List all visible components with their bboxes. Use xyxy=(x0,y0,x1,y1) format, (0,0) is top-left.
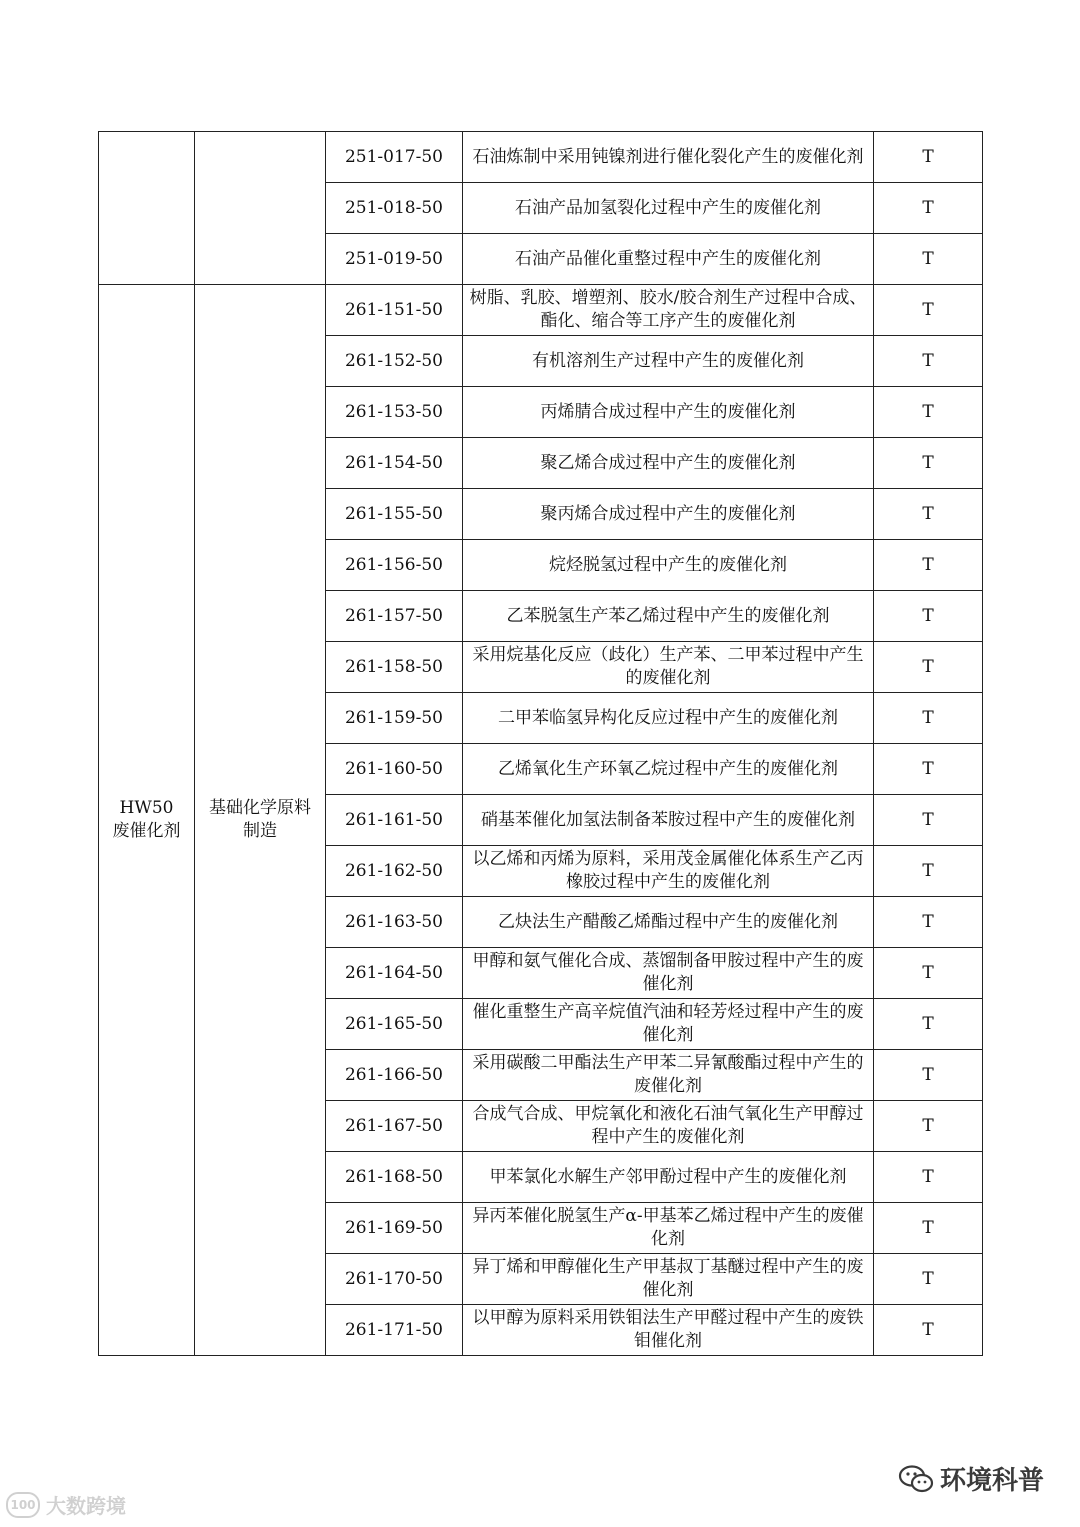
waste-category-cell: HW50 废催化剂 xyxy=(99,285,195,1356)
waste-category-cell xyxy=(99,132,195,285)
waste-code-cell: 261-155-50 xyxy=(326,489,463,540)
waste-code-cell: 261-154-50 xyxy=(326,438,463,489)
table-body xyxy=(99,132,983,1356)
waste-description-cell: 采用碳酸二甲酯法生产甲苯二异氰酸酯过程中产生的废催化剂 xyxy=(463,1050,874,1101)
waste-description-cell: 烷烃脱氢过程中产生的废催化剂 xyxy=(463,540,874,591)
waste-code-cell: 261-164-50 xyxy=(326,948,463,999)
hazard-characteristic-cell: T xyxy=(874,387,983,438)
hazard-characteristic-cell: T xyxy=(874,1203,983,1254)
waste-description-cell: 石油产品催化重整过程中产生的废催化剂 xyxy=(463,234,874,285)
waste-description-cell: 合成气合成、甲烷氧化和液化石油气氧化生产甲醇过程中产生的废催化剂 xyxy=(463,1101,874,1152)
waste-code-cell: 261-158-50 xyxy=(326,642,463,693)
waste-description-cell: 异丙苯催化脱氢生产α-甲基苯乙烯过程中产生的废催化剂 xyxy=(463,1203,874,1254)
waste-description-cell: 硝基苯催化加氢法制备苯胺过程中产生的废催化剂 xyxy=(463,795,874,846)
watermark-left-text: 大数跨境 xyxy=(46,1494,126,1518)
hazard-characteristic-cell: T xyxy=(874,999,983,1050)
waste-code-cell: 261-169-50 xyxy=(326,1203,463,1254)
waste-code-cell: 261-167-50 xyxy=(326,1101,463,1152)
hazard-characteristic-cell: T xyxy=(874,1305,983,1356)
waste-description-cell: 甲醇和氨气催化合成、蒸馏制备甲胺过程中产生的废催化剂 xyxy=(463,948,874,999)
waste-code-cell: 261-171-50 xyxy=(326,1305,463,1356)
waste-code-cell: 251-017-50 xyxy=(326,132,463,183)
waste-code-cell: 261-159-50 xyxy=(326,693,463,744)
waste-code-cell: 261-163-50 xyxy=(326,897,463,948)
waste-description-cell: 树脂、乳胶、增塑剂、胶水/胶合剂生产过程中合成、酯化、缩合等工序产生的废催化剂 xyxy=(463,285,874,336)
watermark-huanjingkepu xyxy=(898,1460,1044,1497)
waste-description-cell: 采用烷基化反应（歧化）生产苯、二甲苯过程中产生的废催化剂 xyxy=(463,642,874,693)
waste-code-cell: 251-019-50 xyxy=(326,234,463,285)
waste-code-cell: 261-152-50 xyxy=(326,336,463,387)
waste-description-cell: 催化重整生产高辛烷值汽油和轻芳烃过程中产生的废催化剂 xyxy=(463,999,874,1050)
hazard-characteristic-cell: T xyxy=(874,489,983,540)
waste-code-cell: 261-156-50 xyxy=(326,540,463,591)
hazard-characteristic-cell: T xyxy=(874,336,983,387)
hazard-characteristic-cell: T xyxy=(874,1152,983,1203)
watermark-right-text: 环境科普 xyxy=(940,1466,1045,1496)
waste-code-cell: 261-161-50 xyxy=(326,795,463,846)
hazard-characteristic-cell: T xyxy=(874,642,983,693)
waste-description-cell: 二甲苯临氢异构化反应过程中产生的废催化剂 xyxy=(463,693,874,744)
waste-description-cell: 甲苯氯化水解生产邻甲酚过程中产生的废催化剂 xyxy=(463,1152,874,1203)
waste-description-cell: 石油炼制中采用钝镍剂进行催化裂化产生的废催化剂 xyxy=(463,132,874,183)
wechat-icon xyxy=(898,1464,934,1494)
hazard-characteristic-cell: T xyxy=(874,1050,983,1101)
hazard-characteristic-cell: T xyxy=(874,693,983,744)
waste-code-cell: 261-165-50 xyxy=(326,999,463,1050)
waste-description-cell: 异丁烯和甲醇催化生产甲基叔丁基醚过程中产生的废催化剂 xyxy=(463,1254,874,1305)
waste-description-cell: 乙苯脱氢生产苯乙烯过程中产生的废催化剂 xyxy=(463,591,874,642)
waste-description-cell: 聚乙烯合成过程中产生的废催化剂 xyxy=(463,438,874,489)
waste-code-cell: 261-166-50 xyxy=(326,1050,463,1101)
hazard-characteristic-cell: T xyxy=(874,744,983,795)
hazard-characteristic-cell: T xyxy=(874,846,983,897)
waste-code-cell: 261-157-50 xyxy=(326,591,463,642)
waste-code-cell: 261-160-50 xyxy=(326,744,463,795)
hazard-characteristic-cell: T xyxy=(874,234,983,285)
waste-description-cell: 有机溶剂生产过程中产生的废催化剂 xyxy=(463,336,874,387)
waste-description-cell: 聚丙烯合成过程中产生的废催化剂 xyxy=(463,489,874,540)
waste-code-cell: 261-170-50 xyxy=(326,1254,463,1305)
table-row xyxy=(99,285,983,336)
hazard-characteristic-cell: T xyxy=(874,795,983,846)
waste-description-cell: 石油产品加氢裂化过程中产生的废催化剂 xyxy=(463,183,874,234)
waste-code-cell: 261-151-50 xyxy=(326,285,463,336)
hazard-characteristic-cell: T xyxy=(874,591,983,642)
waste-description-cell: 乙炔法生产醋酸乙烯酯过程中产生的废催化剂 xyxy=(463,897,874,948)
hazard-characteristic-cell: T xyxy=(874,1254,983,1305)
waste-description-cell: 以甲醇为原料采用铁钼法生产甲醛过程中产生的废铁钼催化剂 xyxy=(463,1305,874,1356)
industry-source-cell: 基础化学原料 制造 xyxy=(195,285,326,1356)
hazard-characteristic-cell: T xyxy=(874,438,983,489)
hazard-characteristic-cell: T xyxy=(874,132,983,183)
hazard-characteristic-cell: T xyxy=(874,540,983,591)
waste-catalog-table xyxy=(98,131,983,1356)
waste-code-cell: 261-153-50 xyxy=(326,387,463,438)
waste-description-cell: 以乙烯和丙烯为原料，采用茂金属催化体系生产乙丙橡胶过程中产生的废催化剂 xyxy=(463,846,874,897)
waste-description-cell: 乙烯氧化生产环氧乙烷过程中产生的废催化剂 xyxy=(463,744,874,795)
waste-code-cell: 251-018-50 xyxy=(326,183,463,234)
logo-100-icon: 100 xyxy=(6,1492,40,1518)
table-row xyxy=(99,132,983,183)
waste-description-cell: 丙烯腈合成过程中产生的废催化剂 xyxy=(463,387,874,438)
hazard-characteristic-cell: T xyxy=(874,1101,983,1152)
hazard-characteristic-cell: T xyxy=(874,948,983,999)
industry-source-cell xyxy=(195,132,326,285)
hazard-characteristic-cell: T xyxy=(874,183,983,234)
waste-code-cell: 261-162-50 xyxy=(326,846,463,897)
hazard-characteristic-cell: T xyxy=(874,285,983,336)
watermark-dashujuajing xyxy=(6,1490,126,1519)
hazard-characteristic-cell: T xyxy=(874,897,983,948)
waste-code-cell: 261-168-50 xyxy=(326,1152,463,1203)
